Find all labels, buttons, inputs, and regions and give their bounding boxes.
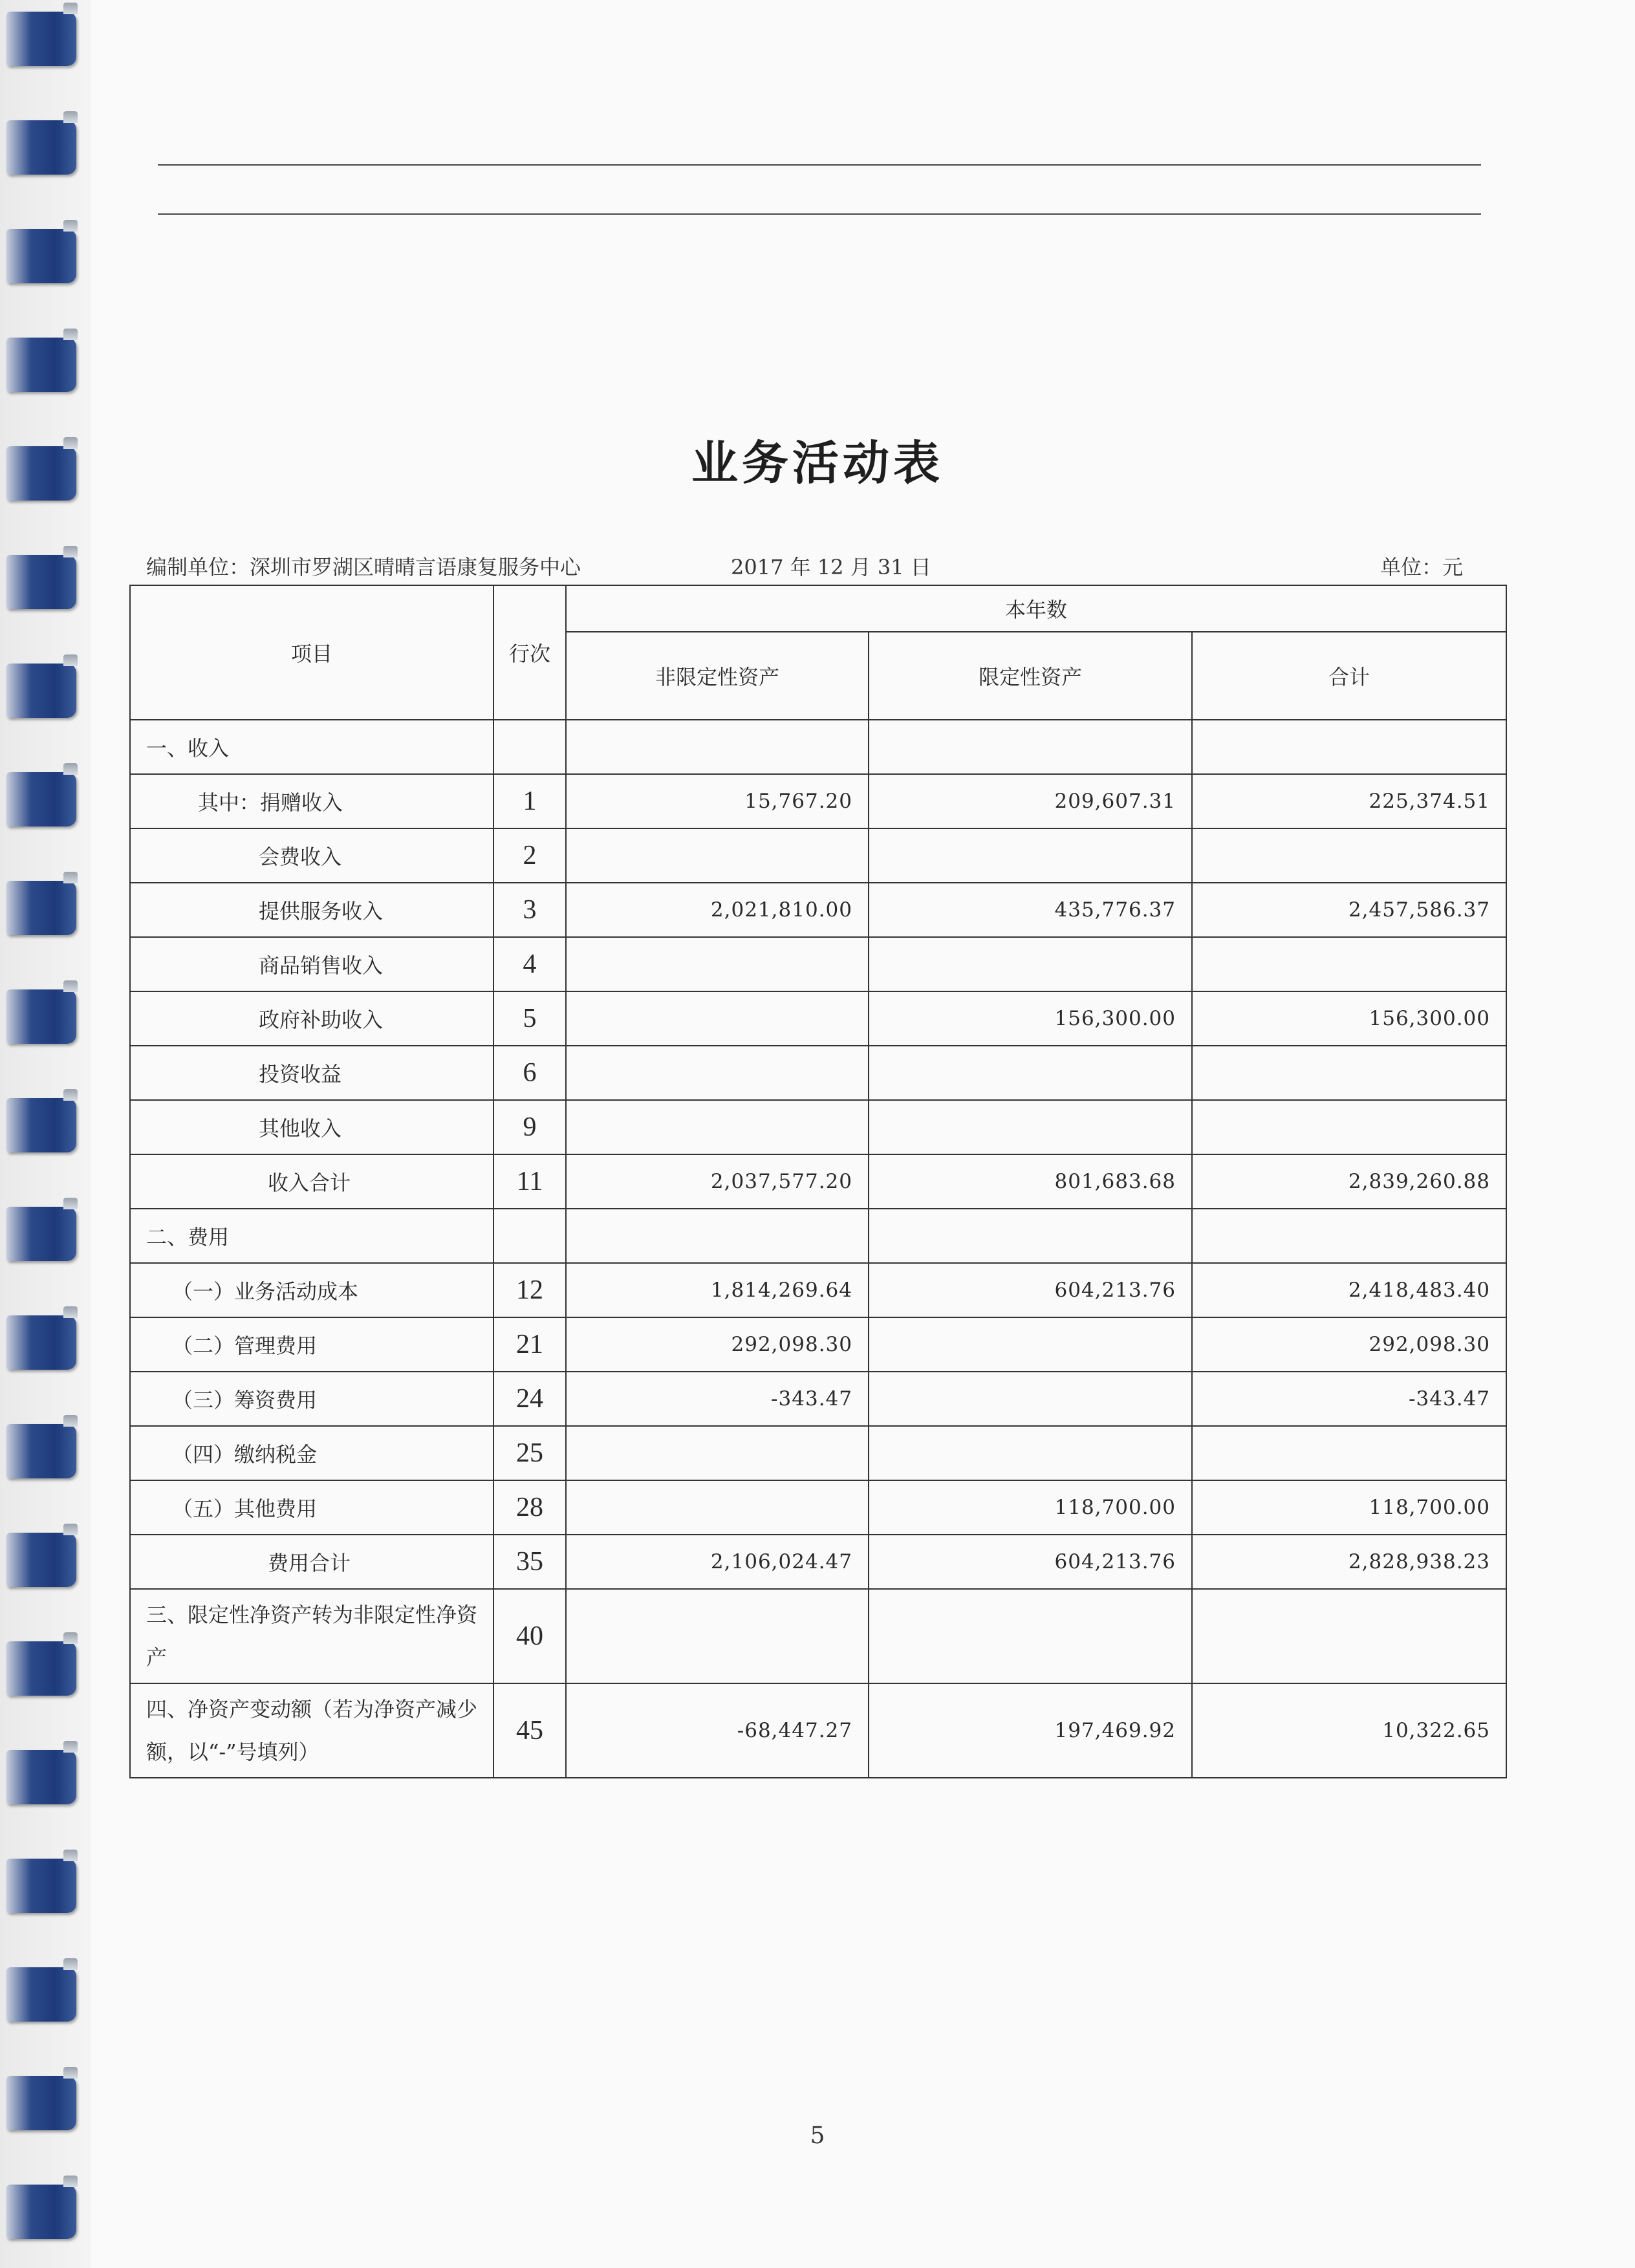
row-line-number: 28 bbox=[493, 1480, 566, 1535]
binding-ring bbox=[6, 1424, 76, 1478]
row-item-label: 提供服务收入 bbox=[130, 883, 493, 937]
row-unrestricted-amount: 2,021,810.00 bbox=[566, 883, 869, 937]
row-restricted-amount: 801,683.68 bbox=[869, 1154, 1192, 1209]
row-total-amount: 2,418,483.40 bbox=[1192, 1263, 1506, 1317]
row-restricted-amount bbox=[869, 720, 1192, 774]
table-header-row bbox=[130, 585, 1506, 632]
row-total-amount bbox=[1192, 1209, 1506, 1263]
row-item-label: 收入合计 bbox=[130, 1154, 493, 1209]
row-total-amount bbox=[1192, 1046, 1506, 1100]
row-restricted-amount: 156,300.00 bbox=[869, 991, 1192, 1046]
compiling-unit: 编制单位：深圳市罗湖区晴晴言语康复服务中心 bbox=[146, 555, 581, 579]
row-item-label: （三）筹资费用 bbox=[130, 1372, 493, 1426]
binding-ring bbox=[6, 338, 76, 392]
table-row bbox=[130, 774, 1506, 828]
table-row bbox=[130, 1480, 1506, 1535]
row-item-label: 会费收入 bbox=[130, 828, 493, 883]
table-row bbox=[130, 1154, 1506, 1209]
row-item-label: 政府补助收入 bbox=[130, 991, 493, 1046]
row-item-label: （五）其他费用 bbox=[130, 1480, 493, 1535]
header-rule-top bbox=[158, 164, 1481, 166]
row-item-label: 一、收入 bbox=[130, 720, 493, 774]
binding-ring bbox=[6, 772, 76, 826]
row-total-amount: 2,839,260.88 bbox=[1192, 1154, 1506, 1209]
row-unrestricted-amount bbox=[566, 1046, 869, 1100]
row-restricted-amount bbox=[869, 828, 1192, 883]
row-line-number bbox=[493, 1209, 566, 1263]
row-line-number: 40 bbox=[493, 1589, 566, 1683]
row-unrestricted-amount bbox=[566, 1426, 869, 1480]
row-total-amount: 2,457,586.37 bbox=[1192, 883, 1506, 937]
row-item-label: 商品销售收入 bbox=[130, 937, 493, 991]
row-item-label: 其他收入 bbox=[130, 1100, 493, 1154]
report-date: 2017 年 12 月 31 日 bbox=[731, 555, 931, 579]
table-row bbox=[130, 1317, 1506, 1372]
row-restricted-amount bbox=[869, 1589, 1192, 1683]
table-row bbox=[130, 1263, 1506, 1317]
row-line-number: 45 bbox=[493, 1683, 566, 1778]
row-item-label: 投资收益 bbox=[130, 1046, 493, 1100]
row-total-amount bbox=[1192, 1100, 1506, 1154]
row-restricted-amount: 209,607.31 bbox=[869, 774, 1192, 828]
row-item-label: （四）缴纳税金 bbox=[130, 1426, 493, 1480]
row-restricted-amount bbox=[869, 1209, 1192, 1263]
binding-ring bbox=[6, 1750, 76, 1804]
row-line-number: 5 bbox=[493, 991, 566, 1046]
row-restricted-amount bbox=[869, 1100, 1192, 1154]
currency-unit: 单位：元 bbox=[1380, 555, 1464, 579]
row-item-label: 三、限定性净资产转为非限定性净资产 bbox=[130, 1589, 493, 1683]
row-line-number: 21 bbox=[493, 1317, 566, 1372]
row-restricted-amount: 118,700.00 bbox=[869, 1480, 1192, 1535]
row-line-number bbox=[493, 720, 566, 774]
row-total-amount: 292,098.30 bbox=[1192, 1317, 1506, 1372]
row-unrestricted-amount: 292,098.30 bbox=[566, 1317, 869, 1372]
header-restricted: 限定性资产 bbox=[869, 632, 1192, 720]
row-restricted-amount bbox=[869, 1426, 1192, 1480]
binding-ring bbox=[6, 989, 76, 1044]
table-row bbox=[130, 1683, 1506, 1778]
row-total-amount bbox=[1192, 937, 1506, 991]
table-row bbox=[130, 1426, 1506, 1480]
row-unrestricted-amount: 2,106,024.47 bbox=[566, 1535, 869, 1589]
binding-ring bbox=[6, 1967, 76, 2022]
header-row-no: 行次 bbox=[493, 585, 566, 720]
table-row bbox=[130, 1100, 1506, 1154]
row-item-label: 四、净资产变动额（若为净资产减少额，以“-”号填列） bbox=[130, 1683, 493, 1778]
row-restricted-amount: 435,776.37 bbox=[869, 883, 1192, 937]
table-row bbox=[130, 1589, 1506, 1683]
row-item-label: 其中：捐赠收入 bbox=[130, 774, 493, 828]
row-unrestricted-amount bbox=[566, 720, 869, 774]
row-restricted-amount bbox=[869, 1317, 1192, 1372]
row-line-number: 25 bbox=[493, 1426, 566, 1480]
row-total-amount bbox=[1192, 828, 1506, 883]
binding-ring bbox=[6, 229, 76, 283]
binding-ring bbox=[6, 664, 76, 718]
row-restricted-amount bbox=[869, 1372, 1192, 1426]
row-item-label: （二）管理费用 bbox=[130, 1317, 493, 1372]
row-line-number: 35 bbox=[493, 1535, 566, 1589]
binding-ring bbox=[6, 555, 76, 609]
binding-ring bbox=[6, 1098, 76, 1152]
row-unrestricted-amount bbox=[566, 937, 869, 991]
row-line-number: 3 bbox=[493, 883, 566, 937]
row-unrestricted-amount bbox=[566, 828, 869, 883]
row-unrestricted-amount bbox=[566, 991, 869, 1046]
header-rule-bottom bbox=[158, 213, 1481, 215]
row-total-amount: 10,322.65 bbox=[1192, 1683, 1506, 1778]
row-item-label: 二、费用 bbox=[130, 1209, 493, 1263]
binding-ring bbox=[6, 1207, 76, 1261]
table-row bbox=[130, 1372, 1506, 1426]
table-row bbox=[130, 828, 1506, 883]
row-item-label: 费用合计 bbox=[130, 1535, 493, 1589]
row-item-label: （一）业务活动成本 bbox=[130, 1263, 493, 1317]
row-unrestricted-amount: -68,447.27 bbox=[566, 1683, 869, 1778]
binding-ring bbox=[6, 1315, 76, 1370]
header-unrestricted: 非限定性资产 bbox=[566, 632, 869, 720]
row-total-amount: -343.47 bbox=[1192, 1372, 1506, 1426]
row-line-number: 24 bbox=[493, 1372, 566, 1426]
row-total-amount: 2,828,938.23 bbox=[1192, 1535, 1506, 1589]
row-unrestricted-amount bbox=[566, 1209, 869, 1263]
row-total-amount bbox=[1192, 720, 1506, 774]
row-total-amount: 118,700.00 bbox=[1192, 1480, 1506, 1535]
header-total: 合计 bbox=[1192, 632, 1506, 720]
binding-ring bbox=[6, 1533, 76, 1587]
row-restricted-amount: 604,213.76 bbox=[869, 1263, 1192, 1317]
table-row bbox=[130, 937, 1506, 991]
row-restricted-amount: 604,213.76 bbox=[869, 1535, 1192, 1589]
table-row bbox=[130, 883, 1506, 937]
row-line-number: 6 bbox=[493, 1046, 566, 1100]
header-current-year: 本年数 bbox=[566, 585, 1506, 632]
row-line-number: 4 bbox=[493, 937, 566, 991]
row-line-number: 9 bbox=[493, 1100, 566, 1154]
row-line-number: 12 bbox=[493, 1263, 566, 1317]
row-total-amount: 225,374.51 bbox=[1192, 774, 1506, 828]
table-row bbox=[130, 991, 1506, 1046]
page-number: 5 bbox=[810, 2122, 825, 2149]
binding-ring bbox=[6, 120, 76, 175]
row-restricted-amount bbox=[869, 937, 1192, 991]
binding-ring bbox=[6, 881, 76, 935]
document-title: 业务活动表 bbox=[691, 435, 944, 490]
row-unrestricted-amount: 2,037,577.20 bbox=[566, 1154, 869, 1209]
row-unrestricted-amount: 1,814,269.64 bbox=[566, 1263, 869, 1317]
row-unrestricted-amount bbox=[566, 1100, 869, 1154]
table-row bbox=[130, 720, 1506, 774]
row-restricted-amount bbox=[869, 1046, 1192, 1100]
row-line-number: 11 bbox=[493, 1154, 566, 1209]
binding-ring bbox=[6, 1859, 76, 1913]
row-unrestricted-amount bbox=[566, 1480, 869, 1535]
table-row bbox=[130, 1046, 1506, 1100]
row-total-amount bbox=[1192, 1426, 1506, 1480]
row-line-number: 2 bbox=[493, 828, 566, 883]
binding-ring bbox=[6, 1641, 76, 1696]
binding-ring bbox=[6, 2185, 76, 2239]
table-row bbox=[130, 1535, 1506, 1589]
activity-statement-table bbox=[129, 585, 1507, 1778]
table-row bbox=[130, 1209, 1506, 1263]
row-total-amount bbox=[1192, 1589, 1506, 1683]
binding-strip bbox=[0, 0, 91, 2268]
row-unrestricted-amount: -343.47 bbox=[566, 1372, 869, 1426]
binding-ring bbox=[6, 12, 76, 66]
row-unrestricted-amount: 15,767.20 bbox=[566, 774, 869, 828]
row-line-number: 1 bbox=[493, 774, 566, 828]
header-item: 项目 bbox=[130, 585, 493, 720]
row-total-amount: 156,300.00 bbox=[1192, 991, 1506, 1046]
row-unrestricted-amount bbox=[566, 1589, 869, 1683]
row-restricted-amount: 197,469.92 bbox=[869, 1683, 1192, 1778]
